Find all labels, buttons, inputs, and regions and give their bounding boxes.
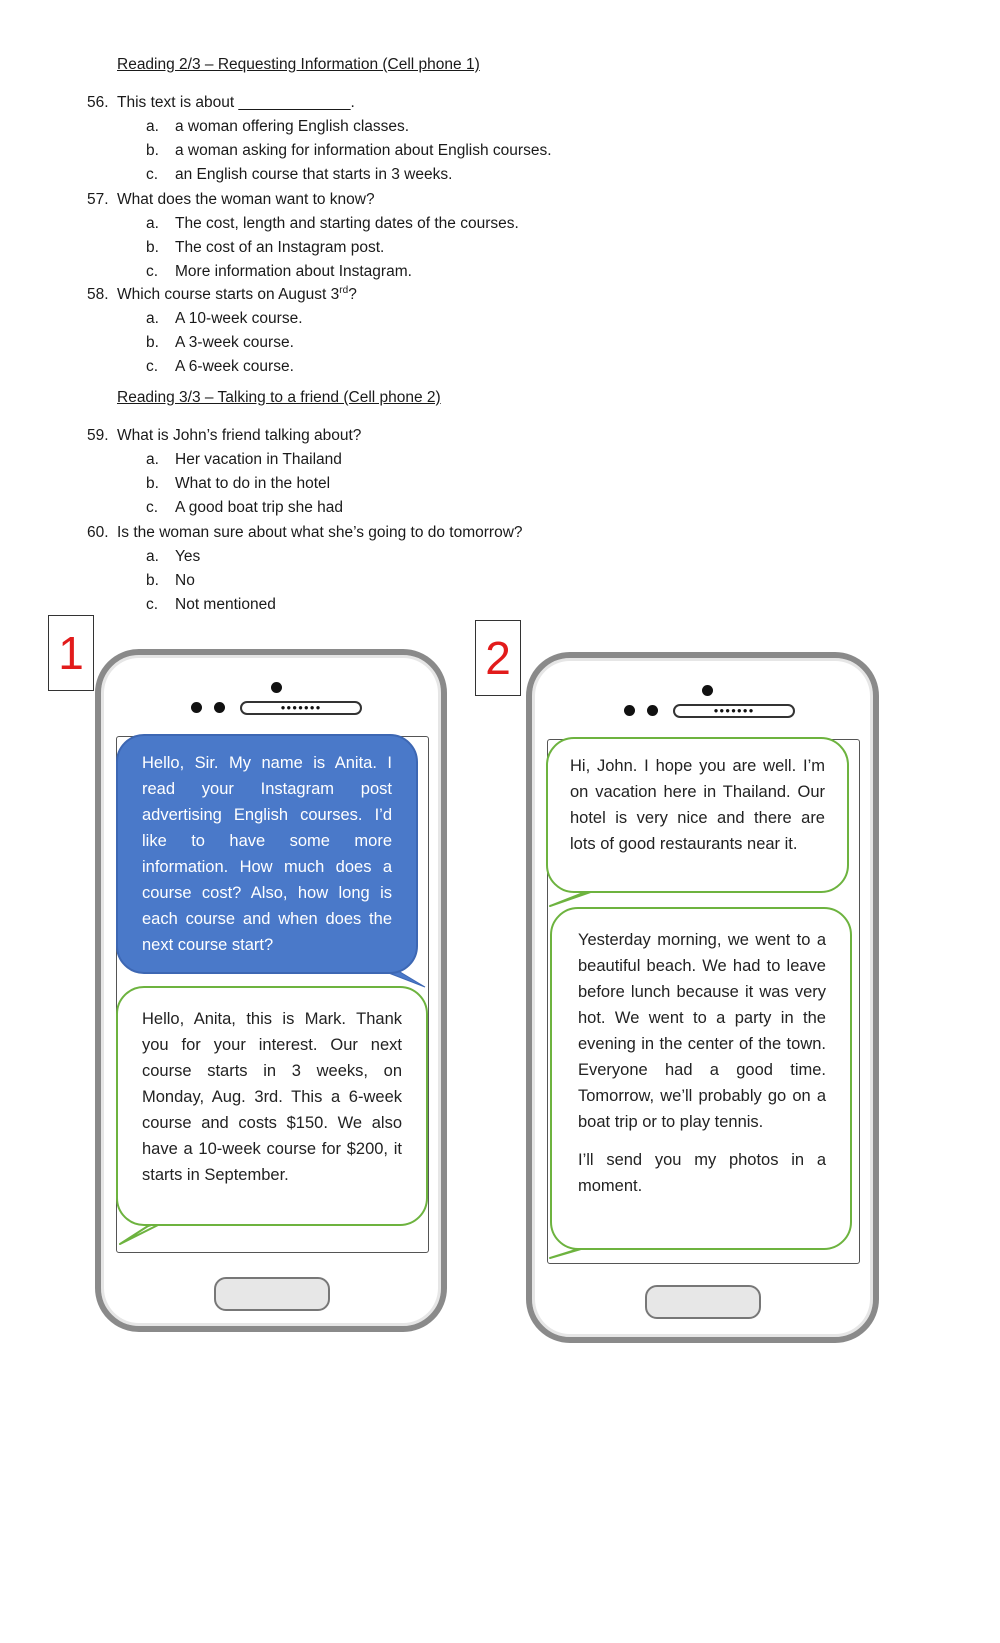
question-text: Which course starts on August 3rd?	[117, 284, 357, 303]
question-56	[87, 91, 787, 187]
message-text: Yesterday morning, we went to a beautiful beach. We had to leave before lunch because it was very hot. We went to a party in the evening in the center of the town. Everyone had a good time. Tomorrow, we’ll probably go on a boat trip or to play tennis.	[578, 931, 826, 1131]
message-bubble-anita	[116, 734, 418, 974]
phone-1-label: 1	[48, 615, 94, 691]
option-a[interactable]: a. Yes	[146, 548, 201, 565]
phone-2-label: 2	[475, 620, 521, 696]
option-a[interactable]: a. A 10-week course.	[146, 310, 303, 327]
question-57	[87, 188, 787, 284]
sensor-dot	[647, 705, 658, 716]
question-number: 56.	[87, 94, 109, 111]
question-text: This text is about _____________.	[117, 94, 355, 111]
sensor-dot	[214, 702, 225, 713]
question-58	[87, 283, 787, 379]
message-text: Hello, Anita, this is Mark. Thank you for your interest. Our next course starts in 3 weeks, on Monday, Aug. 3rd. This a 6-week course and costs $150. We also have a 10-week course for $200, it starts in September.	[142, 1010, 402, 1184]
question-text: What is John’s friend talking about?	[117, 427, 362, 444]
option-c[interactable]: c. A good boat trip she had	[146, 499, 344, 516]
message-bubble-vacation	[546, 737, 849, 893]
home-button[interactable]	[645, 1285, 761, 1319]
camera-dot	[271, 682, 282, 693]
option-b[interactable]: b. What to do in the hotel	[146, 475, 331, 492]
speaker-grille: ●●●●●●●	[673, 704, 795, 718]
home-button[interactable]	[214, 1277, 330, 1311]
section-title-reading-2: Reading 2/3 – Requesting Information (Cell phone 1)	[117, 56, 480, 73]
section-title-reading-3: Reading 3/3 – Talking to a friend (Cell phone 2)	[117, 389, 441, 406]
speaker-grille: ●●●●●●●	[240, 701, 362, 715]
question-number: 59.	[87, 427, 109, 444]
option-c[interactable]: c. More information about Instagram.	[146, 263, 412, 280]
option-a[interactable]: a. a woman offering English classes.	[146, 118, 410, 135]
option-a[interactable]: a. Her vacation in Thailand	[146, 451, 342, 468]
question-number: 57.	[87, 191, 109, 208]
message-text: Hi, John. I hope you are well. I’m on vacation here in Thailand. Our hotel is very nice and there are lots of good restaurants near it.	[570, 757, 825, 853]
message-bubble-mark	[116, 986, 428, 1226]
option-b[interactable]: b. A 3-week course.	[146, 334, 294, 351]
question-59	[87, 424, 787, 520]
question-60	[87, 521, 787, 617]
sensor-dot	[191, 702, 202, 713]
message-text: Hello, Sir. My name is Anita. I read your Instagram post advertising English courses. I’d like to have some more information. How much does a course cost? Also, how long is each course and when does the next course start?	[142, 754, 392, 954]
option-b[interactable]: b. No	[146, 572, 195, 589]
question-number: 58.	[87, 286, 109, 303]
option-c[interactable]: c. Not mentioned	[146, 596, 276, 613]
option-c[interactable]: c. A 6-week course.	[146, 358, 294, 375]
option-c[interactable]: c. an English course that starts in 3 weeks.	[146, 166, 453, 183]
option-b[interactable]: b. The cost of an Instagram post.	[146, 239, 385, 256]
sensor-dot	[624, 705, 635, 716]
question-text: Is the woman sure about what she’s going to do tomorrow?	[117, 524, 523, 541]
message-bubble-activities	[550, 907, 852, 1250]
camera-dot	[702, 685, 713, 696]
question-number: 60.	[87, 524, 109, 541]
question-text: What does the woman want to know?	[117, 191, 375, 208]
message-text: I’ll send you my photos in a moment.	[578, 1151, 826, 1195]
option-b[interactable]: b. a woman asking for information about English courses.	[146, 142, 552, 159]
option-a[interactable]: a. The cost, length and starting dates of the courses.	[146, 215, 519, 232]
